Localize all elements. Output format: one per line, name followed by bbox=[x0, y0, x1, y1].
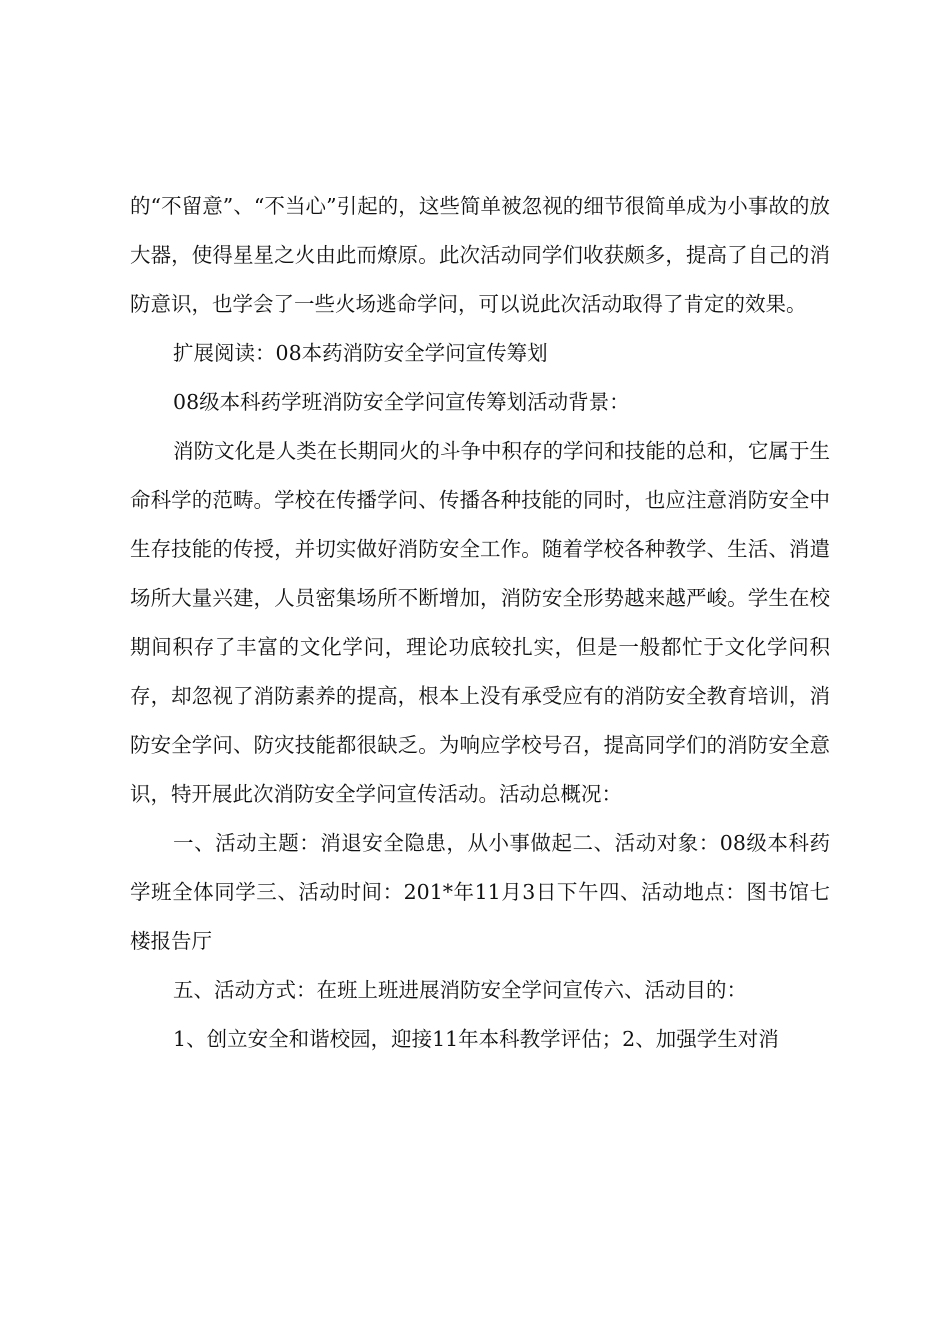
paragraph-2: 扩展阅读：08本药消防安全学问宣传筹划 bbox=[173, 341, 548, 365]
document-page bbox=[130, 182, 830, 1064]
paragraph-4: 消防文化是人类在长期同火的斗争中积存的学问和技能的总和，它属于生命科学的范畴。学校在传播学问、传播各种技能的同时，也应注意消防安全中生存技能的传授，并切实做好消防安全工作。随着学校各种教学、生活、消遣场所大量兴建，人员密集场所不断增加，消防安全形势越来越严峻。学生在校期间积存了丰富的文化学问，理论功底较扎实，但是一般都忙于文化学问积存，却忽视了消防素养的提高，根本上没有承受应有的消防安全教育培训，消防安全学问、防灾技能都很缺乏。为响应学校号召，提高同学们的消防安全意识，特开展此次消防安全学问宣传活动。活动总概况： bbox=[130, 439, 830, 806]
paragraph-3: 08级本科药学班消防安全学问宣传筹划活动背景： bbox=[173, 390, 630, 414]
paragraph-7: 1、创立安全和谐校园，迎接11年本科教学评估；2、加强学生对消 bbox=[173, 1027, 779, 1051]
paragraph-1: 的“不留意”、“不当心”引起的，这些简单被忽视的细节很简单成为小事故的放大器，使得星星之火由此而燎原。此次活动同学们收获颇多，提高了自己的消防意识，也学会了一些火场逃命学问，可以说此次活动取得了肯定的效果。 bbox=[130, 194, 830, 316]
paragraph-5: 一、活动主题：消退安全隐患，从小事做起二、活动对象：08级本科药学班全体同学三、活动时间：201*年11月3日下午四、活动地点：图书馆七楼报告厅 bbox=[130, 831, 830, 953]
paragraph-6: 五、活动方式：在班上班进展消防安全学问宣传六、活动目的： bbox=[173, 978, 748, 1002]
